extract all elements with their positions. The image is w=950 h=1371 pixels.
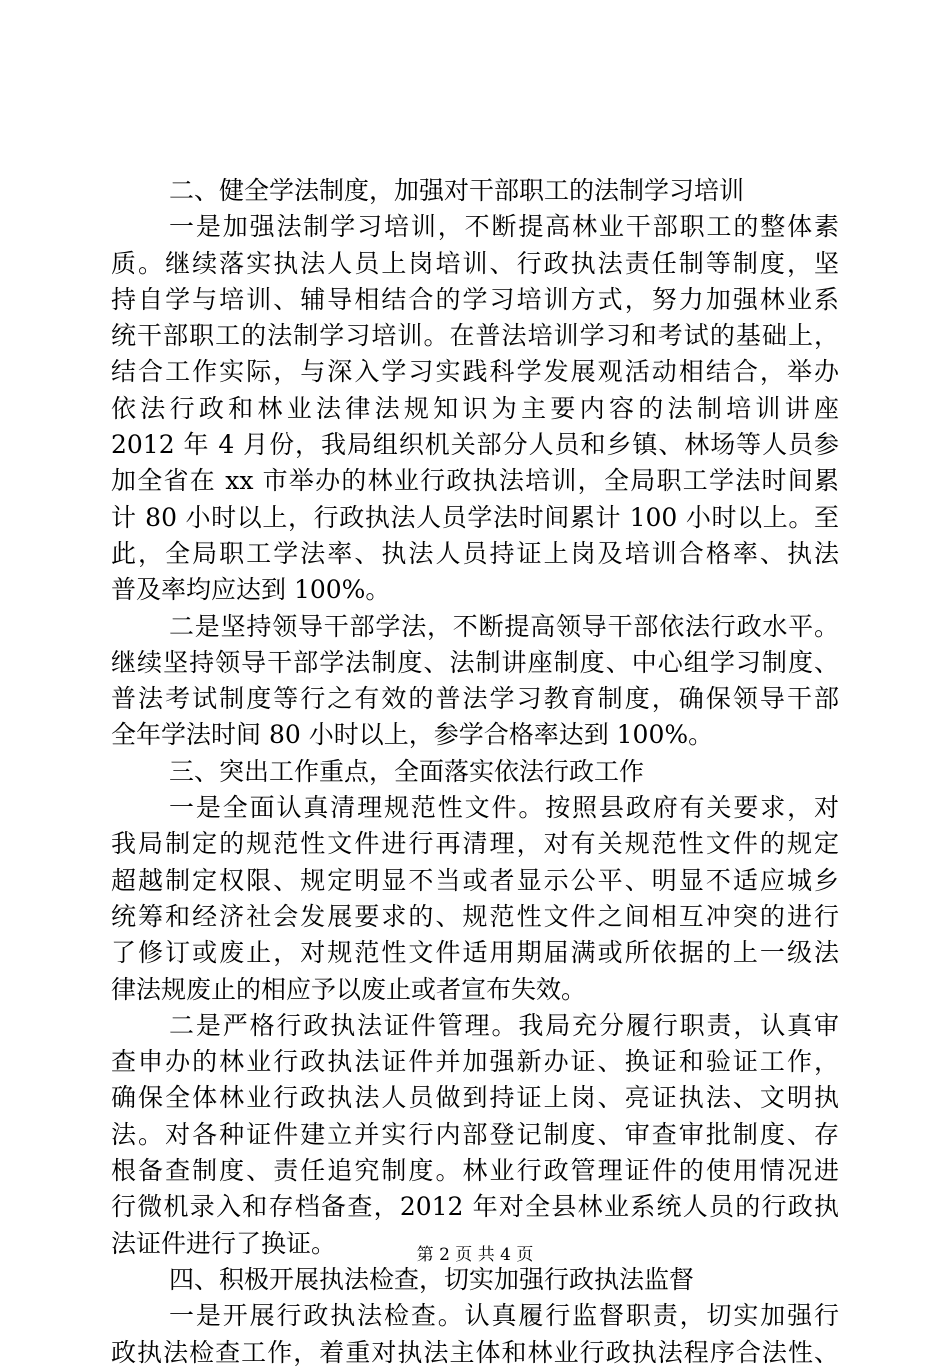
text-line: 二是严格行政执法证件管理。我局充分履行职责，认真审 bbox=[169, 1010, 839, 1040]
text-line: 统干部职工的法制学习培训。在普法培训学习和考试的基础上， bbox=[111, 321, 839, 351]
text-line: 二、健全学法制度，加强对干部职工的法制学习培训 bbox=[169, 176, 745, 205]
text-line: 此，全局职工学法率、执法人员持证上岗及培训合格率、执法 bbox=[111, 538, 839, 568]
text-line: 查申办的林业行政执法证件并加强新办证、换证和验证工作， bbox=[111, 1047, 839, 1077]
text-line: 三、突出工作重点，全面落实依法行政工作 bbox=[169, 756, 645, 786]
text-line: 一是加强法制学习培训，不断提高林业干部职工的整体素 bbox=[169, 212, 839, 242]
text-line: 行微机录入和存档备查，2012 年对全县林业系统人员的行政执 bbox=[111, 1192, 839, 1222]
text-line: 加全省在 xx 市举办的林业行政执法培训，全局职工学法时间累 bbox=[111, 466, 839, 496]
text-line: 四、积极开展执法检查，切实加强行政执法监督 bbox=[169, 1264, 695, 1294]
text-line: 全年学法时间 80 小时以上，参学合格率达到 100%。 bbox=[111, 720, 714, 750]
text-line: 政执法检查工作，着重对执法主体和林业行政执法程序合法性、 bbox=[111, 1337, 839, 1367]
text-line: 一是开展行政执法检查。认真履行监督职责，切实加强行 bbox=[169, 1301, 839, 1331]
text-line: 结合工作实际，与深入学习实践科学发展观活动相结合，举办 bbox=[111, 357, 839, 387]
text-line: 继续坚持领导干部学法制度、法制讲座制度、中心组学习制度、 bbox=[111, 647, 839, 677]
document-body bbox=[111, 173, 839, 1371]
page-footer: 第 2 页 共 4 页 bbox=[416, 1245, 534, 1265]
text-line: 普及率均应达到 100%。 bbox=[111, 575, 391, 605]
text-line: 律法规废止的相应予以废止或者宣布失效。 bbox=[111, 974, 587, 1004]
text-line: 依法行政和林业法律法规知识为主要内容的法制培训讲座 bbox=[111, 393, 839, 423]
text-line: 质。继续落实执法人员上岗培训、行政执法责任制等制度，坚 bbox=[111, 248, 839, 278]
text-line: 确保全体林业行政执法人员做到持证上岗、亮证执法、文明执 bbox=[111, 1083, 839, 1113]
text-line: 持自学与培训、辅导相结合的学习培训方式，努力加强林业系 bbox=[111, 284, 839, 314]
text-line: 法证件进行了换证。 bbox=[111, 1228, 337, 1258]
text-line: 统筹和经济社会发展要求的、规范性文件之间相互冲突的进行 bbox=[111, 901, 839, 931]
text-line: 超越制定权限、规定明显不当或者显示公平、明显不适应城乡 bbox=[111, 865, 839, 895]
text-line: 法。对各种证件建立并实行内部登记制度、审查审批制度、存 bbox=[111, 1119, 839, 1149]
text-line: 普法考试制度等行之有效的普法学习教育制度，确保领导干部 bbox=[111, 684, 839, 714]
text-line: 计 80 小时以上，行政执法人员学法时间累计 100 小时以上。至 bbox=[111, 502, 839, 532]
text-line: 二是坚持领导干部学法，不断提高领导干部依法行政水平。 bbox=[169, 611, 839, 641]
text-line: 2012 年 4 月份，我局组织机关部分人员和乡镇、林场等人员参 bbox=[111, 430, 839, 460]
text-line: 一是全面认真清理规范性文件。按照县政府有关要求，对 bbox=[169, 793, 839, 823]
text-line: 根备查制度、责任追究制度。林业行政管理证件的使用情况进 bbox=[111, 1156, 839, 1186]
text-line: 我局制定的规范性文件进行再清理，对有关规范性文件的规定 bbox=[111, 829, 839, 859]
text-line: 了修订或废止，对规范性文件适用期届满或所依据的上一级法 bbox=[111, 938, 839, 968]
